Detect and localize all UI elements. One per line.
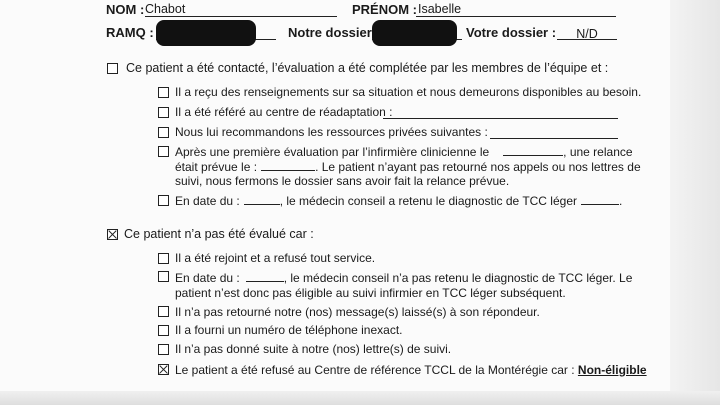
s2-item2-checkbox[interactable] <box>158 271 169 282</box>
s2-item4-text: Il a fourni un numéro de téléphone inexact. <box>175 323 403 337</box>
s1-item4-line2-text: était prévue le : <box>175 160 258 174</box>
notre-dossier-label: Notre dossier <box>288 25 372 40</box>
s1-item3-checkbox[interactable] <box>158 127 169 138</box>
s1-item5-diagnostic-field[interactable] <box>581 193 619 205</box>
s1-item1-text: Il a reçu des renseignements sur sa situation et nous demeurons disponibles au besoin. <box>175 85 642 99</box>
s1-item4-line2-tail: . Le patient n’ayant pas retourné nos appels ou nos lettres de <box>315 160 641 174</box>
votre-dossier-value: N/D <box>576 27 598 41</box>
s1-item4-line1 <box>175 144 633 159</box>
s2-item5-checkbox[interactable] <box>158 344 169 355</box>
votre-dossier-field[interactable] <box>557 25 617 40</box>
s2-item2-line1 <box>175 270 632 285</box>
s2-item1-text: Il a été rejoint et a refusé tout service. <box>175 251 376 265</box>
ramq-redaction <box>156 20 256 46</box>
s2-item3-text: Il n’a pas retourné notre (nos) message(s) laissé(s) à son répondeur. <box>175 305 540 319</box>
s1-item4-date2-field[interactable] <box>261 159 315 171</box>
ramq-label: RAMQ : <box>106 25 154 40</box>
notre-dossier-redaction <box>372 20 457 46</box>
nom-field[interactable] <box>145 2 337 17</box>
page-bottom-shadow <box>0 391 720 405</box>
s1-item4-line3: suivi, nous fermons le dossier sans avoir fait la relance prévue. <box>175 174 510 188</box>
section2-checkbox-checked[interactable] <box>107 229 118 240</box>
s1-item3-text: Nous lui recommandons les ressources privées suivantes : <box>175 125 488 139</box>
s1-item5-end: . <box>619 194 623 208</box>
s1-item1-checkbox[interactable] <box>158 87 169 98</box>
s1-item5-checkbox[interactable] <box>158 195 169 206</box>
s1-item4-date1-field[interactable] <box>503 144 563 156</box>
s1-item3-field[interactable] <box>490 127 618 139</box>
s2-item6-checkbox-checked[interactable] <box>158 364 169 375</box>
s1-item4-checkbox[interactable] <box>158 146 169 157</box>
nom-value: Chabot <box>145 2 186 16</box>
page-edge-shadow <box>670 0 720 405</box>
s2-item4-checkbox[interactable] <box>158 325 169 336</box>
section2-heading: Ce patient n’a pas été évalué car : <box>124 227 314 241</box>
prenom-field[interactable] <box>416 2 616 17</box>
s1-item5-date-field[interactable] <box>244 193 280 205</box>
s2-item2-line1-tail: , le médecin conseil n’a pas retenu le diagnostic de TCC léger. Le <box>283 271 633 285</box>
prenom-value: Isabelle <box>418 2 462 16</box>
section1-checkbox[interactable] <box>107 63 118 74</box>
s2-item2-date-field[interactable] <box>246 270 284 282</box>
s1-item4-line2 <box>175 159 641 174</box>
s1-item2-checkbox[interactable] <box>158 107 169 118</box>
section1-heading: Ce patient a été contacté, l’évaluation a été complétée par les membres de l’équipe et : <box>126 61 609 75</box>
s1-item5-text-row <box>175 193 622 208</box>
s1-item4-line1-tail: , une relance <box>563 145 633 159</box>
nom-label: NOM : <box>106 2 145 17</box>
s1-item2-field[interactable] <box>383 107 618 119</box>
s2-item5-text: Il n’a pas donné suite à notre (nos) lettre(s) de suivi. <box>175 342 452 356</box>
s1-item4-line1-text: Après une première évaluation par l’infirmière clinicienne le <box>175 145 490 159</box>
votre-dossier-label: Votre dossier : <box>466 25 557 40</box>
prenom-label: PRÉNOM : <box>352 2 417 17</box>
s1-item2-text: Il a été référé au centre de réadaptation : <box>175 105 393 119</box>
s2-item2-line1-text: En date du : <box>175 271 240 285</box>
s1-item5-tail: , le médecin conseil a retenu le diagnostic de TCC léger <box>279 194 577 208</box>
s1-item5-text: En date du : <box>175 194 240 208</box>
s2-item6-row <box>175 363 647 377</box>
s2-item6-emphasis: Non-éligible <box>577 363 647 377</box>
s2-item2-line2: patient n’est donc pas éligible au suivi infirmier en TCC léger subséquent. <box>175 286 566 300</box>
s2-item1-checkbox[interactable] <box>158 253 169 264</box>
s2-item6-text: Le patient a été refusé au Centre de référence TCCL de la Montérégie car : <box>175 363 575 377</box>
s2-item3-checkbox[interactable] <box>158 306 169 317</box>
